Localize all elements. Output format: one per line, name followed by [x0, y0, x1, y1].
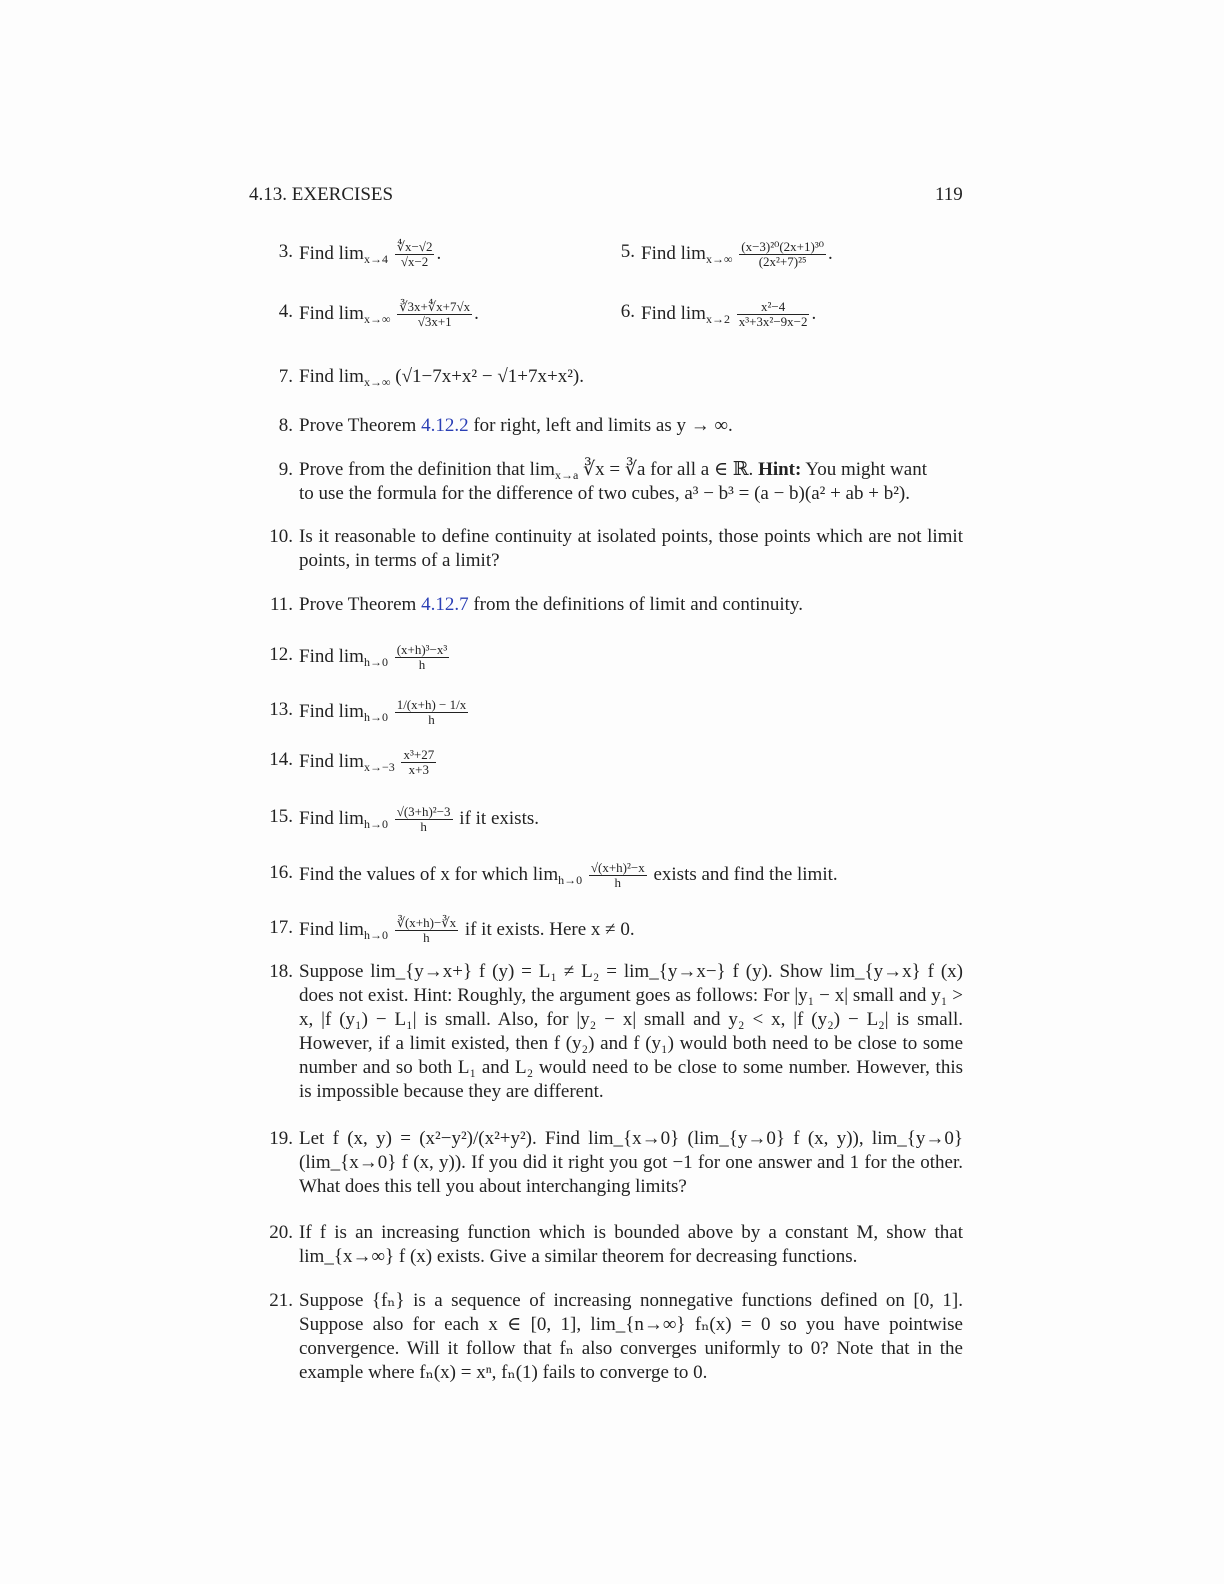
- exercise-9: 9. Prove from the definition that $\lim_{x\to a}$ ∛x = ∛a for all a ∈ ℝ. Hint: You might want to use the formula for the difference of two cubes, a³ − b³ = (a − b)(a² + ab + b²).: [278, 459, 927, 504]
- theorem-link[interactable]: 4.12.7: [421, 594, 469, 615]
- page: 4.13. EXERCISES 119 3. Find $\lim_{x\to 4}$ $\frac{∜x-√2}{√x-2}$ . 5. Find $\lim_{x\to\infty}$ $\frac{\text{(x−3)²⁰(2x+1)³⁰}}{\text{(2x²+7)²⁵}}$ . 4. Find $\lim_{x\to\infty}$ $\frac{∛3x+∜x+7√x}{√3x+1}$ . 6. Find $\lim_{x\to 2}$ $\frac{\text{x²−4}}{\text{x³+3x²−9x−2}}$ . 7. Find $\lim_{x\to\infty} (√1-7x+x^2 - √1+7x+x^2)$. 8. Prove Theorem 4.12.2 for right, left and limits as y → ∞. 9. Prove from the definition that $\lim_{x\to a}$ ∛x = ∛a for all a ∈ ℝ. Hint: You might want to use the formula for the difference of two cubes, a³ − b³ = (a − b)(a² + ab + b²). 10. Is it reasonable to define continuity at isolated points, those points which are not limit points, in terms of a limit? 11. Prove Theorem 4.12.7 from the definitions of limit and continuity. 12. Find $\lim_{h\to 0}$ $\frac{\text{(x+h)³−x³}}{h}$ 13. Find $\lim_{h\to 0}$ $\frac{1/(x+h) - 1/x}{h}$ 14. Find $\lim_{x\to-3}$ $\frac{\text{x³+27}}{x+3}$ 15. Find $\lim_{h\to 0}$ $\frac{\text{√(3+h)²−3}}{h}$ if it exists. 16. Find the values of x for which $\lim_{h\to 0}$ $\frac{\text{√(x+h)²−x}}{h}$ exists and find the limit. 17. Find $\lim_{h\to 0}$ $\frac{∛(x+h)-∛x}{h}$ if it exists. Here x ≠ 0. 18. Suppose lim_{y→x+} f (y) = L₁ ≠ L₂ = lim_{y→x−} f (y). Show lim_{y→x} f (x) does not exist. Hint: Roughly, the argument goes as follows: For |y₁ − x| small and y₁ > x, |f (y₁) − L₁| is small. Also, for |y₂ − x| small and y₂ < x, |f (y₂) − L₂| is small. However, if a limit existed, then f (y₂) and f (y₁) would both need to be close to some number and so both L₁ and L₂ would need to be close to some number. However, this is impossible because they are different. 19. Let f (x, y) = (x²−y²)/(x²+y²). Find lim_{x→0} (lim_{y→0} f (x, y)), lim_{y→0} (lim_{x→0} f (x, y)). If you did it right you got −1 for one answer and 1 for the other. What does this tell you about interchanging limits? 20. If f is an increasing function which is bounded above by a constant M, show that lim_{x→∞} f (x) exists. Give a similar theorem for decreasing functions. 21. Suppose {fₙ} is a sequence of increasing nonnegative functions defined on [0, 1]. Suppose also for each x ∈ [0, 1], lim_{n→∞} fₙ(x) = 0 so you have pointwise convergence. Will it follow that fₙ also converges uniformly to 0? Note that in the example where fₙ(x) = xⁿ, fₙ(1) fails to converge to 0.: [249, 184, 963, 1383]
- exercise-10: 10. Is it reasonable to define continuity at isolated points, those points which are not limit points, in terms of a limit?: [269, 526, 963, 571]
- exercise-11: 11. Prove Theorem 4.12.7 from the definitions of limit and continuity.: [269, 594, 803, 615]
- exercise-20: 20. If f is an increasing function which is bounded above by a constant M, show that lim_{x→∞} f (x) exists. Give a similar theorem for decreasing functions.: [269, 1222, 963, 1267]
- exercise-18: 18. Suppose lim_{y→x+} f (y) = L₁ ≠ L₂ = lim_{y→x−} f (y). Show lim_{y→x} f (x) does not exist. Hint: Roughly, the argument goes as follows: For |y₁ − x| small and y₁ > x, |f (y₁) − L₁| is small. Also, for |y₂ − x| small and y₂ < x, |f (y₂) − L₂| is small. However, if a limit existed, then f (y₂) and f (y₁) would both need to be close to some number and so both L₁ and L₂ would need to be close to some number. However, this is impossible because they are different.: [269, 961, 963, 1102]
- expr-7: (√1−7x+x² − √1+7x+x²).: [395, 366, 584, 387]
- exercise-21: 21. Suppose {fₙ} is a sequence of increasing nonnegative functions defined on [0, 1]. Suppose also for each x ∈ [0, 1], lim_{n→∞} fₙ(x) = 0 so you have pointwise convergence. Will it follow that fₙ also converges uniformly to 0? Note that in the example where fₙ(x) = xⁿ, fₙ(1) fails to converge to 0.: [269, 1290, 963, 1383]
- exercise-19: 19. Let f (x, y) = (x²−y²)/(x²+y²). Find lim_{x→0} (lim_{y→0} f (x, y)), lim_{y→0} (lim_{x→0} f (x, y)). If you did it right you got −1 for one answer and 1 for the other. What does this tell you about interchanging limits?: [269, 1128, 963, 1197]
- theorem-link[interactable]: 4.12.2: [421, 415, 469, 436]
- page-number: 119: [935, 184, 963, 205]
- section-header: 4.13. EXERCISES: [249, 184, 394, 205]
